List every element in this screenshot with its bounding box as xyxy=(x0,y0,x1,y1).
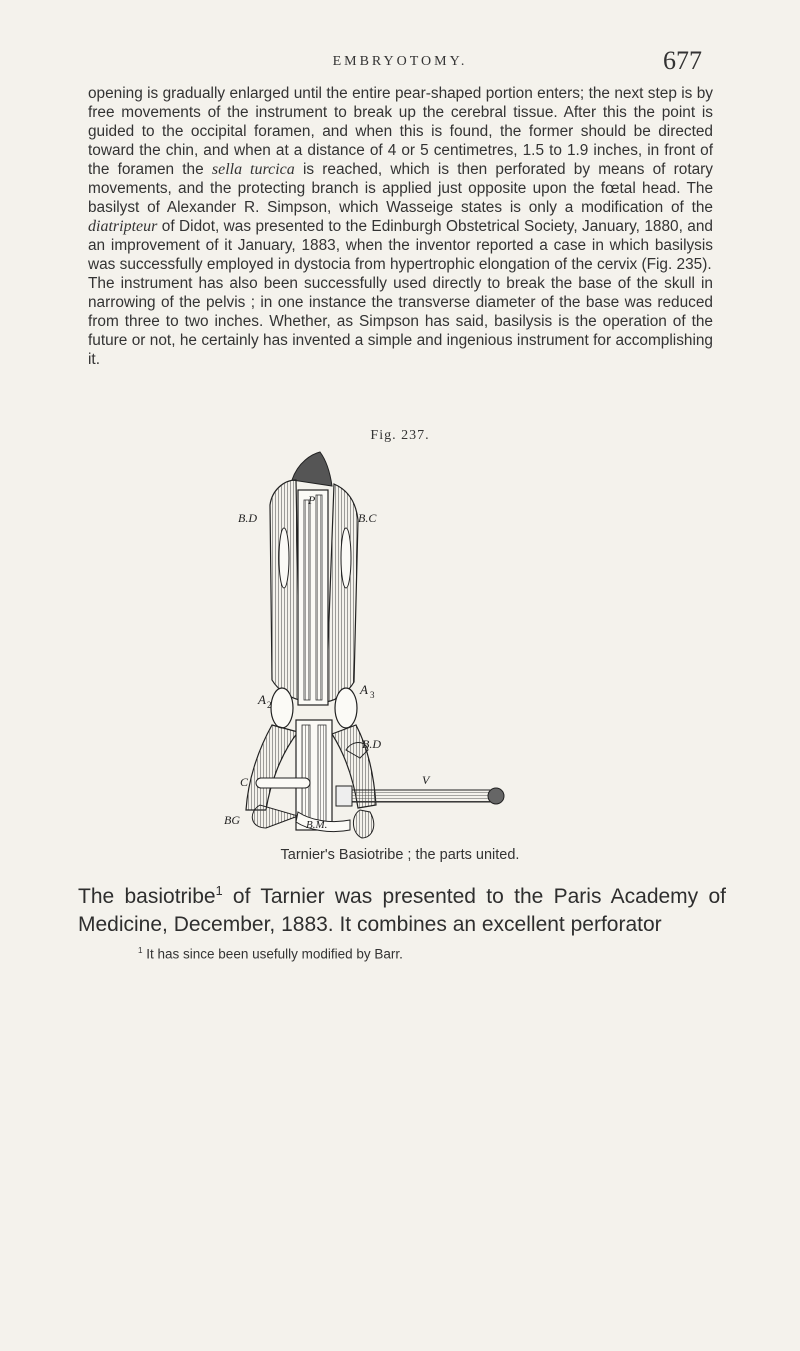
label-bc: B.C xyxy=(358,511,377,525)
figure-caption: Tarnier's Basiotribe ; the parts united. xyxy=(280,847,520,863)
label-a2: A xyxy=(258,692,266,707)
paragraph-1-text-b: is reached, which is then perforated by means of rotary movements, and the protecting branch is applied just opposite upon the fœtal head. The basilyst of Alexander R. Simpson, which Wasseige states is only a modification of the xyxy=(88,161,713,216)
footnote-mark: 1 xyxy=(138,946,143,955)
running-head: EMBRYOTOMY. xyxy=(332,54,468,69)
label-a3-sub: 3 xyxy=(370,690,375,700)
paragraph-2: The instrument has also been successfully used directly to break the base of the skull in narrowing of the pelvis ; in one instance the transverse diameter of the base was reduced from three to two inches. Whether, as Simpson has said, basilysis is the operation of the future or not, he certainly has invented a simple and ingenious instrument for accomplishing it. xyxy=(88,275,713,368)
label-bm: B.M. xyxy=(306,819,328,831)
label-bg: BG xyxy=(224,813,240,827)
page-header xyxy=(0,46,800,82)
basiotribe-illustration xyxy=(200,450,600,845)
basiotribe-drawing xyxy=(200,450,600,845)
label-bd-top: B.D xyxy=(238,511,257,525)
label-v: V xyxy=(422,773,430,787)
label-c: C xyxy=(240,775,249,789)
body-text xyxy=(88,84,713,369)
label-a2-sub: 2 xyxy=(267,700,272,710)
label-p: P xyxy=(308,493,316,507)
lower-paragraph xyxy=(78,877,726,939)
lower-text-b: of Tarnier was presented to the Paris Academy of Medicine, December, 1883. It combines an excellent perforator xyxy=(78,885,727,936)
label-a3: A xyxy=(360,682,368,697)
paragraph-1-text-c: of Didot, was presented to the Edinburgh Obstetrical Society, January, 1880, and an improvement of it January, 1883, when the inventor reported a case in which basilysis was successfully employed in dystocia from hypertrophic elongation of the cervix (Fig. 235). xyxy=(88,218,713,273)
footnote xyxy=(138,946,738,962)
figure-label: Fig. 237. xyxy=(370,428,430,443)
term-sella-turcica: sella turcica xyxy=(211,161,295,178)
lower-text-a: The basiotribe xyxy=(78,885,216,908)
paragraph-1-text-a: opening is gradually enlarged until the entire pear-shaped portion enters; the next step is by free movements of the instrument to break up the cerebral tissue. After this the point is guided to the occipital foramen, and when this is found, the former should be directed toward the chin, and when at a distance of 4 or 5 centimetres, 1.5 to 1.9 inches, in front of the foramen the xyxy=(88,85,713,178)
page-number: 677 xyxy=(663,46,702,75)
label-bd-mid: B.D xyxy=(362,737,381,751)
term-diatripteur: diatripteur xyxy=(88,218,158,235)
paragraph-1 xyxy=(88,84,713,274)
footnote-reference: 1 xyxy=(215,884,223,898)
footnote-text: It has since been usefully modified by Barr. xyxy=(142,946,403,962)
